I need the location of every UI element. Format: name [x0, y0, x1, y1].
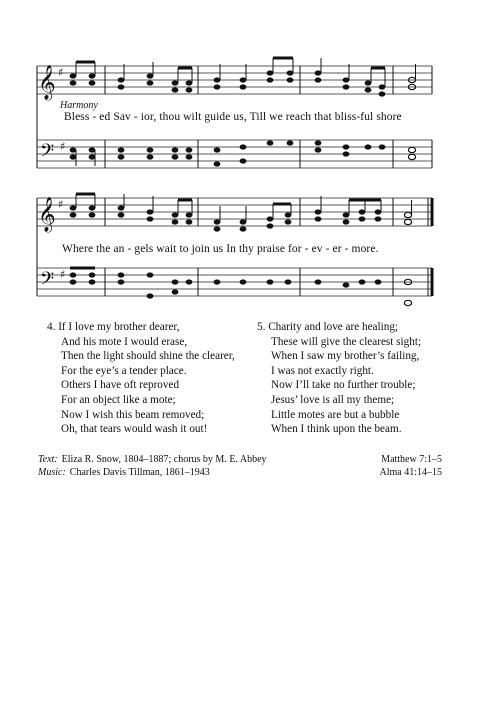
treble-clef-icon: 𝄞 — [38, 197, 56, 232]
verse-line: Now I wish this beam removed; — [61, 408, 205, 421]
verse-line: Jesus’ love is all my theme; — [271, 393, 395, 406]
verse-4 — [47, 320, 235, 437]
credits — [38, 454, 267, 479]
text-credit — [38, 454, 267, 467]
music-credit — [38, 467, 267, 480]
scripture-ref: Alma 41:14–15 — [379, 466, 442, 478]
verse-line: Now I’ll take no further trouble; — [271, 379, 416, 392]
verse-line: I was not exactly right. — [271, 364, 374, 377]
music-credit-value: Charles Davis Tillman, 1861–1943 — [69, 466, 210, 478]
verse-4-first-line: 4. If I love my brother dearer, — [47, 321, 180, 333]
verse-line: These will give the clearest sight; — [271, 335, 422, 348]
verse-line: Little motes are but a bubble — [271, 408, 400, 421]
verse-line: Oh, that tears would wash it out! — [61, 423, 208, 436]
bass-clef-icon: 𝄢 — [40, 141, 55, 166]
key-sharp-icon: ♯ — [58, 66, 64, 79]
key-sharp-icon: ♯ — [58, 198, 64, 211]
verse-line: When I think upon the beam. — [271, 423, 402, 436]
text-credit-value: Eliza R. Snow, 1804–1887; chorus by M. E. Abbey — [61, 454, 267, 465]
key-sharp-icon: ♯ — [60, 268, 66, 281]
verse-5 — [257, 320, 421, 437]
lyrics-line-1: Bless - ed Sav - ior, thou wilt guide us, Till we reach that bliss-ful shore — [64, 111, 402, 123]
verse-line: When I saw my brother’s failing, — [271, 350, 420, 363]
verse-line: For the eye’s a tender place. — [61, 364, 187, 377]
key-sharp-icon: ♯ — [60, 140, 66, 153]
lyrics-line-2: Where the an - gels wait to join us In thy praise for - ev - er - more. — [62, 243, 379, 255]
text-credit-label: Text: — [38, 454, 58, 465]
bass-notes-2 — [70, 268, 412, 306]
verse-line: For an object like a mote; — [61, 393, 176, 406]
bass-clef-icon: 𝄢 — [40, 269, 55, 294]
verse-line: Then the light should shine the clearer, — [61, 350, 235, 363]
verse-line: Others I have oft reproved — [61, 379, 180, 392]
treble-notes-1 — [70, 58, 416, 97]
bass-notes-1 — [70, 140, 416, 166]
verse-line: And his mote I would erase, — [61, 335, 188, 348]
scripture-references — [380, 454, 443, 479]
treble-clef-icon: 𝄞 — [38, 65, 56, 100]
harmony-label: Harmony — [60, 100, 98, 111]
bass-staff-2 — [37, 268, 432, 296]
verse-5-first-line: 5. Charity and love are healing; — [257, 321, 399, 333]
bass-staff-1 — [37, 140, 432, 168]
scripture-ref: Matthew 7:1–5 — [381, 454, 442, 465]
music-credit-label: Music: — [38, 466, 66, 478]
